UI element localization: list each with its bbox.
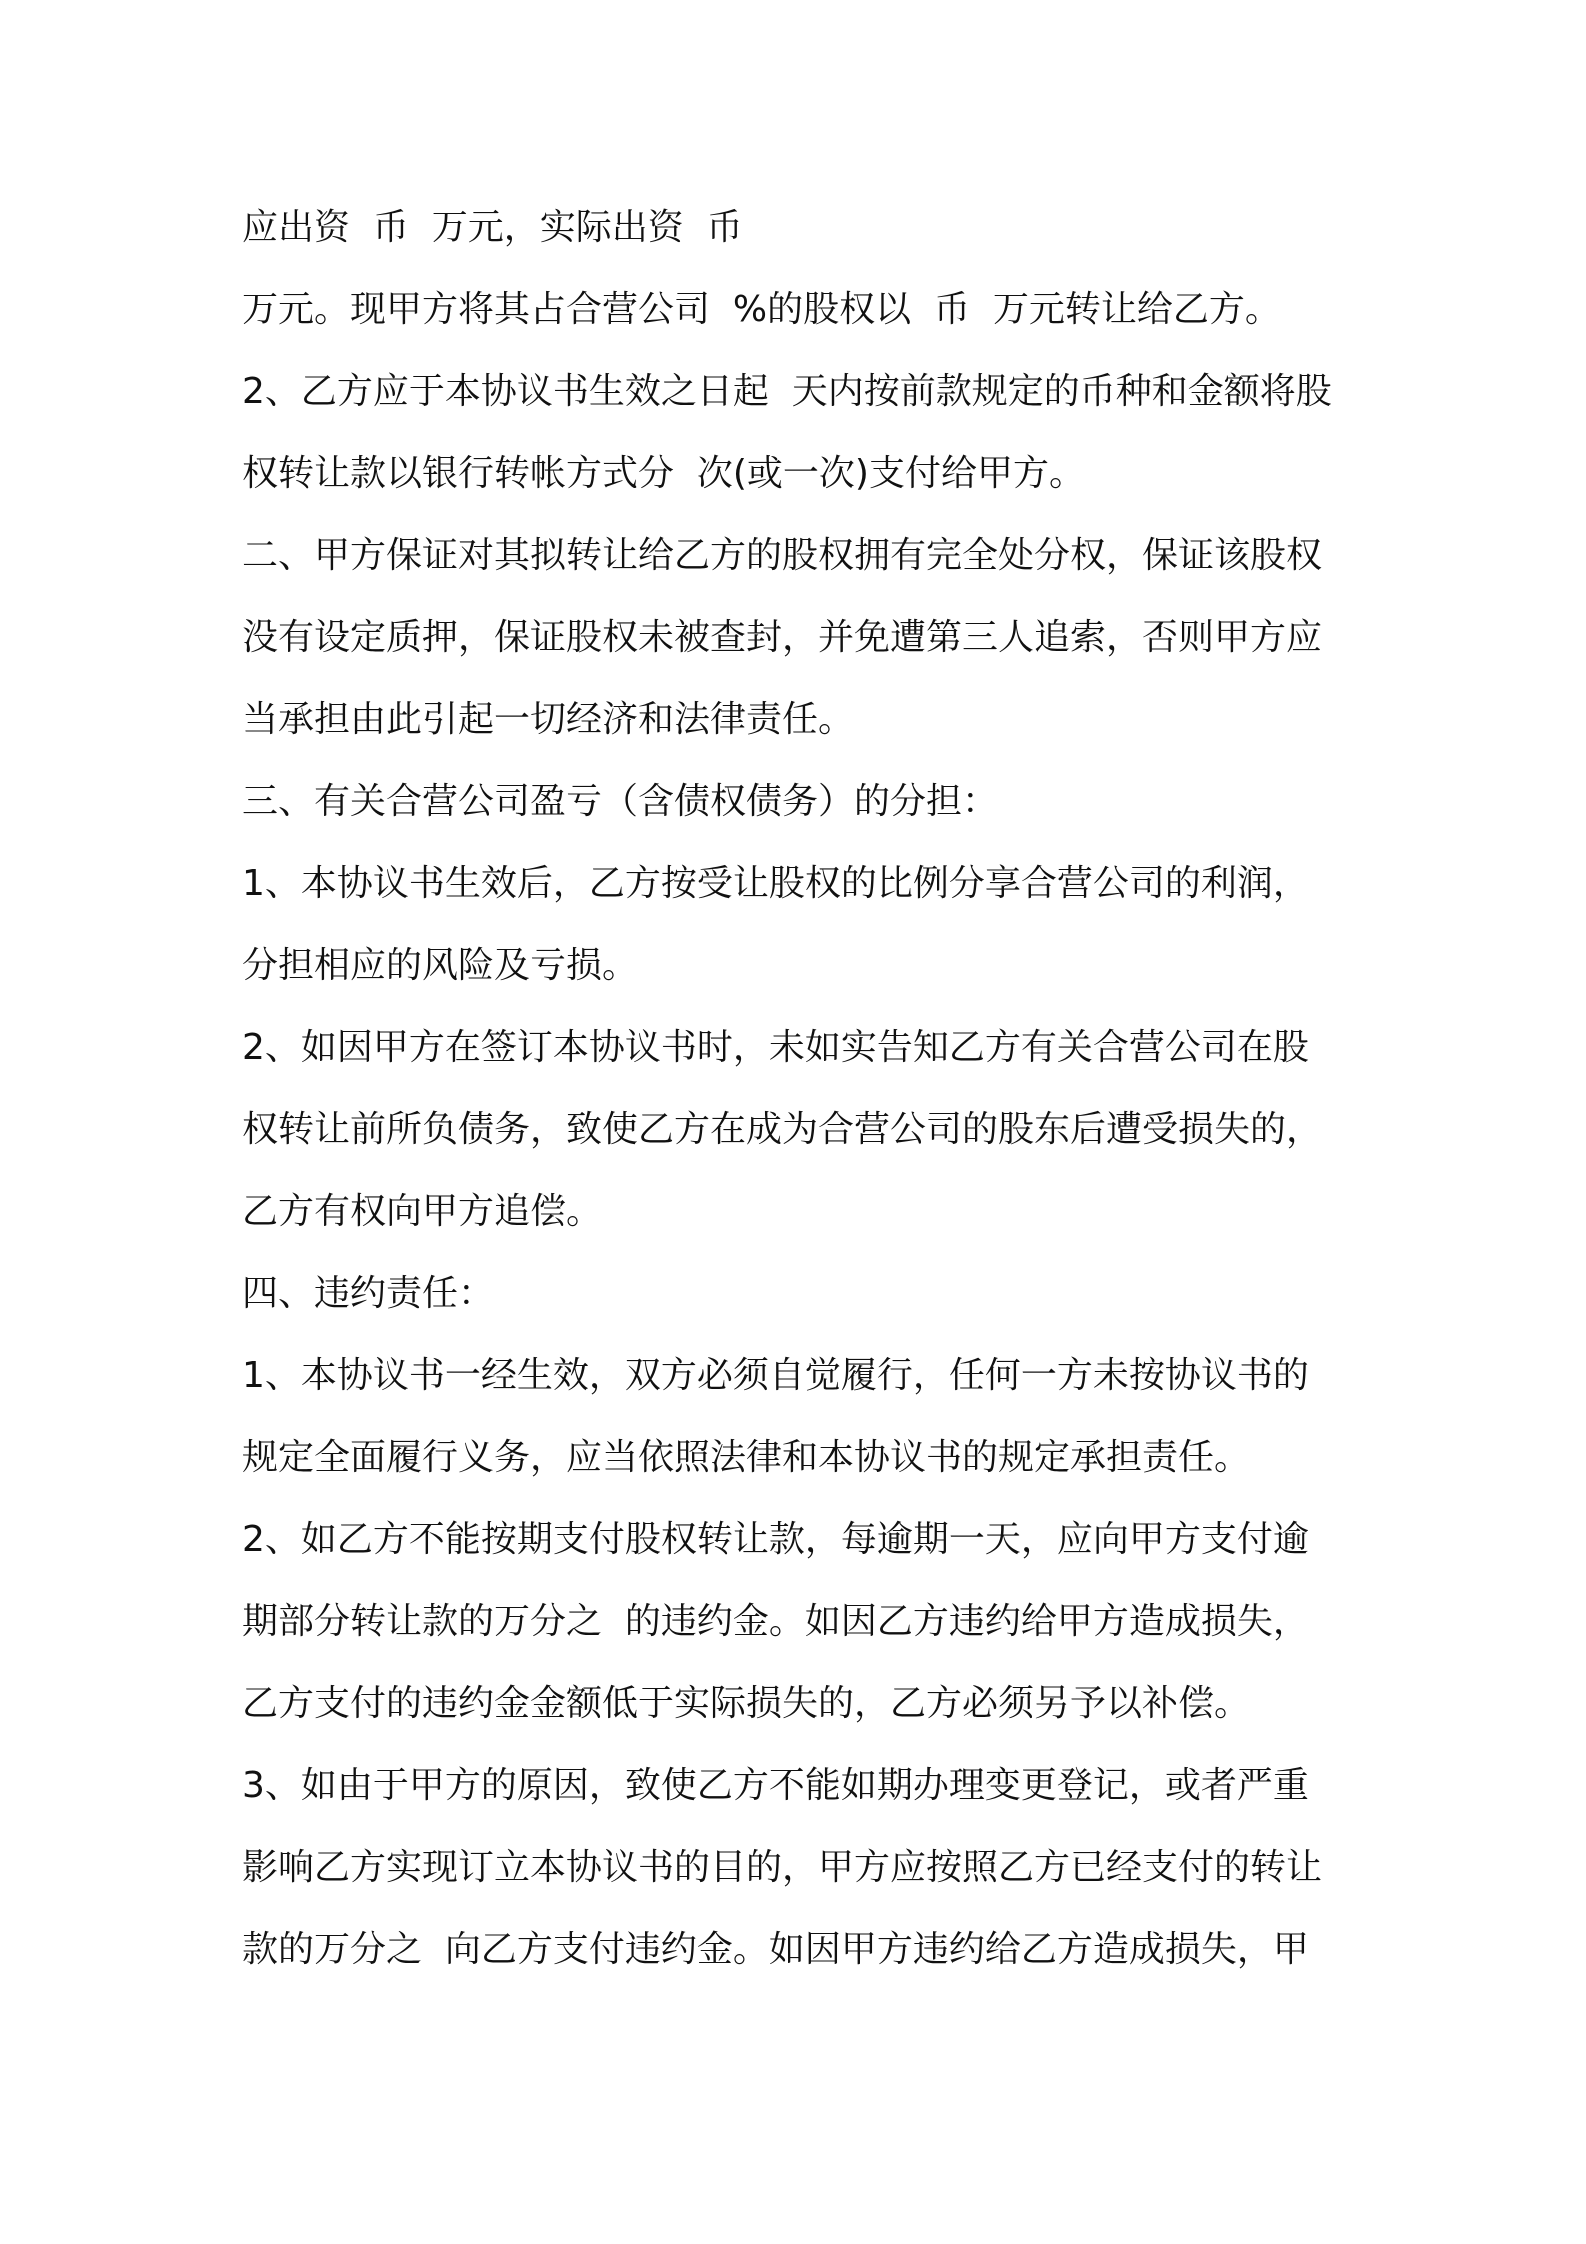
text-line: 四、违约责任：: [242, 1273, 495, 1314]
text-line: 没有设定质押，保证股权未被查封，并免遭第三人追索，否则甲方应: [242, 617, 1323, 658]
text-line: 期部分转让款的万分之 的违约金。如因乙方违约给甲方造成损失，: [242, 1601, 1309, 1642]
text-line: 1、本协议书生效后，乙方按受让股权的比例分享合营公司的利润，: [242, 863, 1309, 904]
text-line: 权转让前所负债务，致使乙方在成为合营公司的股东后遭受损失的，: [242, 1109, 1323, 1150]
text-line: 乙方支付的违约金金额低于实际损失的，乙方必须另予以补偿。: [242, 1683, 1251, 1724]
text-line: 万元。现甲方将其占合营公司 %的股权以 币 万元转让给乙方。: [242, 289, 1281, 330]
text-line: 1、本协议书一经生效，双方必须自觉履行，任何一方未按协议书的: [242, 1355, 1309, 1396]
text-line: 应出资 币 万元，实际出资 币: [242, 207, 743, 248]
text-line: 2、乙方应于本协议书生效之日起 天内按前款规定的币种和金额将股: [242, 371, 1332, 412]
text-line: 影响乙方实现订立本协议书的目的，甲方应按照乙方已经支付的转让: [242, 1847, 1323, 1888]
text-line: 3、如由于甲方的原因，致使乙方不能如期办理变更登记，或者严重: [242, 1765, 1309, 1806]
text-line: 权转让款以银行转帐方式分 次(或一次)支付给甲方。: [242, 453, 1085, 494]
text-line: 分担相应的风险及亏损。: [242, 945, 639, 986]
text-line: 2、如乙方不能按期支付股权转让款，每逾期一天，应向甲方支付逾: [242, 1519, 1309, 1560]
text-line: 2、如因甲方在签订本协议书时，未如实告知乙方有关合营公司在股: [242, 1027, 1309, 1068]
text-line: 乙方有权向甲方追偿。: [242, 1191, 603, 1232]
text-line: 三、有关合营公司盈亏（含债权债务）的分担：: [242, 781, 999, 822]
text-line: 二、甲方保证对其拟转让给乙方的股权拥有完全处分权，保证该股权: [242, 535, 1323, 576]
text-line: 款的万分之 向乙方支付违约金。如因甲方违约给乙方造成损失，甲: [242, 1929, 1309, 1970]
text-line: 规定全面履行义务，应当依照法律和本协议书的规定承担责任。: [242, 1437, 1251, 1478]
text-line: 当承担由此引起一切经济和法律责任。: [242, 699, 855, 740]
